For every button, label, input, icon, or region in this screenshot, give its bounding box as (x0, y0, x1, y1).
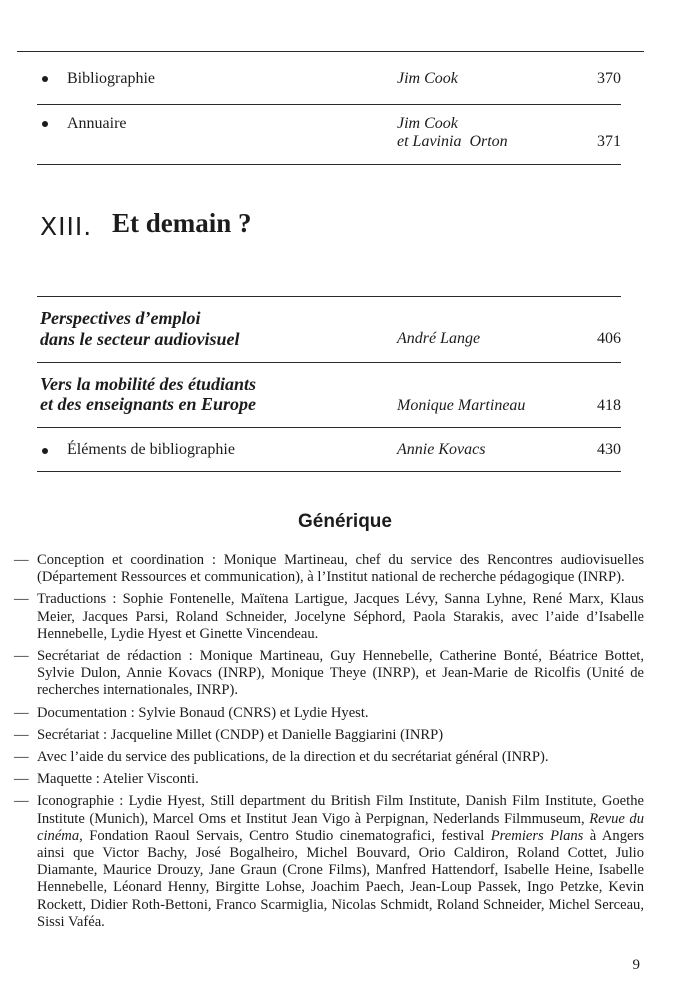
dash: — (14, 771, 29, 788)
dash: — (14, 648, 29, 665)
credit-text: Secrétariat : Jacqueline Millet (CNDP) et Danielle Baggiarini (INRP) (37, 726, 444, 743)
entry-author-mobilite: Monique Martineau (397, 397, 526, 414)
rule-divider (37, 362, 621, 363)
entry-author-annuaire-line1: Jim Cook (397, 115, 458, 132)
entry-page-bibliographie: 370 (597, 70, 621, 87)
entry-author-perspectives: André Lange (397, 330, 481, 347)
entry-author-bibliographie: Jim Cook (397, 70, 458, 87)
credit-text: , Fondation Raoul Servais, Centro Studio cinematografici, festival (79, 827, 491, 844)
generique-heading: Générique (298, 511, 392, 532)
credit-item (14, 552, 644, 586)
rule-divider (37, 164, 621, 165)
dash: — (14, 704, 29, 721)
credit-text: Maquette : Atelier Visconti. (37, 771, 199, 788)
bullet-icon (42, 448, 48, 454)
rule-divider (37, 427, 621, 428)
rule-divider (37, 296, 621, 297)
credit-text: à Angers ainsi que Victor Bachy, José Bogalheiro, Michel Bouvard, Orio Caldiron, Roland Cottet, Julio Diamante, Maurice Drouzy, Jane Graun (Crone Films), Manfred Hattendorf, Isabelle Heine, Isabelle Hennebelle, Léonard Henny, Birgitte Lohse, Joachim Paech, Jean-Loup Passek, Ingo Petzke, Kevin Rockett, Didier Roth-Bettoni, Franco Scarmiglia, Nicolas Schmidt, Roland Schneider, Michel Serceau, Sissi Vaféa. (37, 827, 645, 930)
rule-divider (37, 471, 621, 472)
entry-page-elements: 430 (597, 441, 621, 458)
entry-title-perspectives-line2: dans le secteur audiovisuel (40, 329, 240, 349)
credits-list (14, 552, 644, 936)
rule-top (17, 51, 644, 52)
entry-title-mobilite-line2: et des enseignants en Europe (40, 394, 257, 414)
credit-text: Traductions : Sophie Fontenelle, Maïtena Lartigue, Jacques Lévy, Sanna Lyhne, René Marx, Klaus Meier, Jacques Parsi, Roland Schneider, Jocelyne Séphord, Paola Starakis, avec l’aide d’Isabelle Hennebelle, Lydie Hyest et Ginette Vincendeau. (37, 591, 644, 642)
credit-text: Conception et coordination : Monique Martineau, chef du service des Rencontres audiovisuelles (Département Ressources et communication), à l’Institut national de recherche pédagogique (INRP). (37, 552, 644, 586)
section-title: Et demain ? (112, 208, 252, 238)
entry-title-perspectives-line1: Perspectives d’emploi (40, 308, 201, 328)
bullet-icon (42, 121, 48, 127)
credit-item (14, 727, 644, 744)
section-number: XIII. (40, 212, 93, 241)
credit-item (14, 749, 644, 766)
bullet-icon (42, 76, 48, 82)
credit-text-italic: Revue du cinéma (37, 810, 644, 844)
page-number: 9 (632, 957, 640, 973)
credit-item (14, 705, 644, 722)
credit-item (14, 591, 644, 643)
credit-text-italic: Premiers Plans (490, 827, 584, 844)
rule-divider (37, 104, 621, 105)
credit-item (14, 648, 644, 700)
dash: — (14, 749, 29, 766)
credit-text: Iconographie : Lydie Hyest, Still department du British Film Institute, Danish Film Institute, Goethe Institute (Munich), Marcel Oms et Institut Jean Vigo à Perpignan, Nederlands Filmmuseum, (37, 793, 644, 827)
entry-title-bibliographie: Bibliographie (67, 70, 155, 87)
credit-text: Documentation : Sylvie Bonaud (CNRS) et Lydie Hyest. (37, 704, 369, 721)
credit-item-iconographie (14, 793, 644, 931)
entry-page-mobilite: 418 (597, 397, 621, 414)
entry-title-mobilite-line1: Vers la mobilité des étudiants (40, 374, 257, 394)
credit-text: Secrétariat de rédaction : Monique Martineau, Guy Hennebelle, Catherine Bonté, Béatrice Bottet, Sylvie Dulon, Annie Kovacs (INRP), Monique Theye (INRP), et Jean-Marie de Ricolfis (Unité de recherches internationales, INRP). (37, 648, 644, 699)
entry-page-annuaire: 371 (597, 133, 621, 150)
entry-page-perspectives: 406 (597, 330, 621, 347)
credit-item (14, 771, 644, 788)
entry-author-annuaire-line2: et Lavinia Orton (397, 133, 508, 150)
entry-author-elements: Annie Kovacs (397, 441, 486, 458)
dash: — (14, 726, 29, 743)
dash: — (14, 591, 29, 608)
dash: — (14, 793, 29, 810)
entry-title-annuaire: Annuaire (67, 115, 127, 132)
credit-text: Avec l’aide du service des publications, de la direction et du secrétariat général (INRP). (37, 749, 549, 766)
dash: — (14, 552, 29, 568)
entry-title-elements: Éléments de bibliographie (67, 441, 235, 458)
